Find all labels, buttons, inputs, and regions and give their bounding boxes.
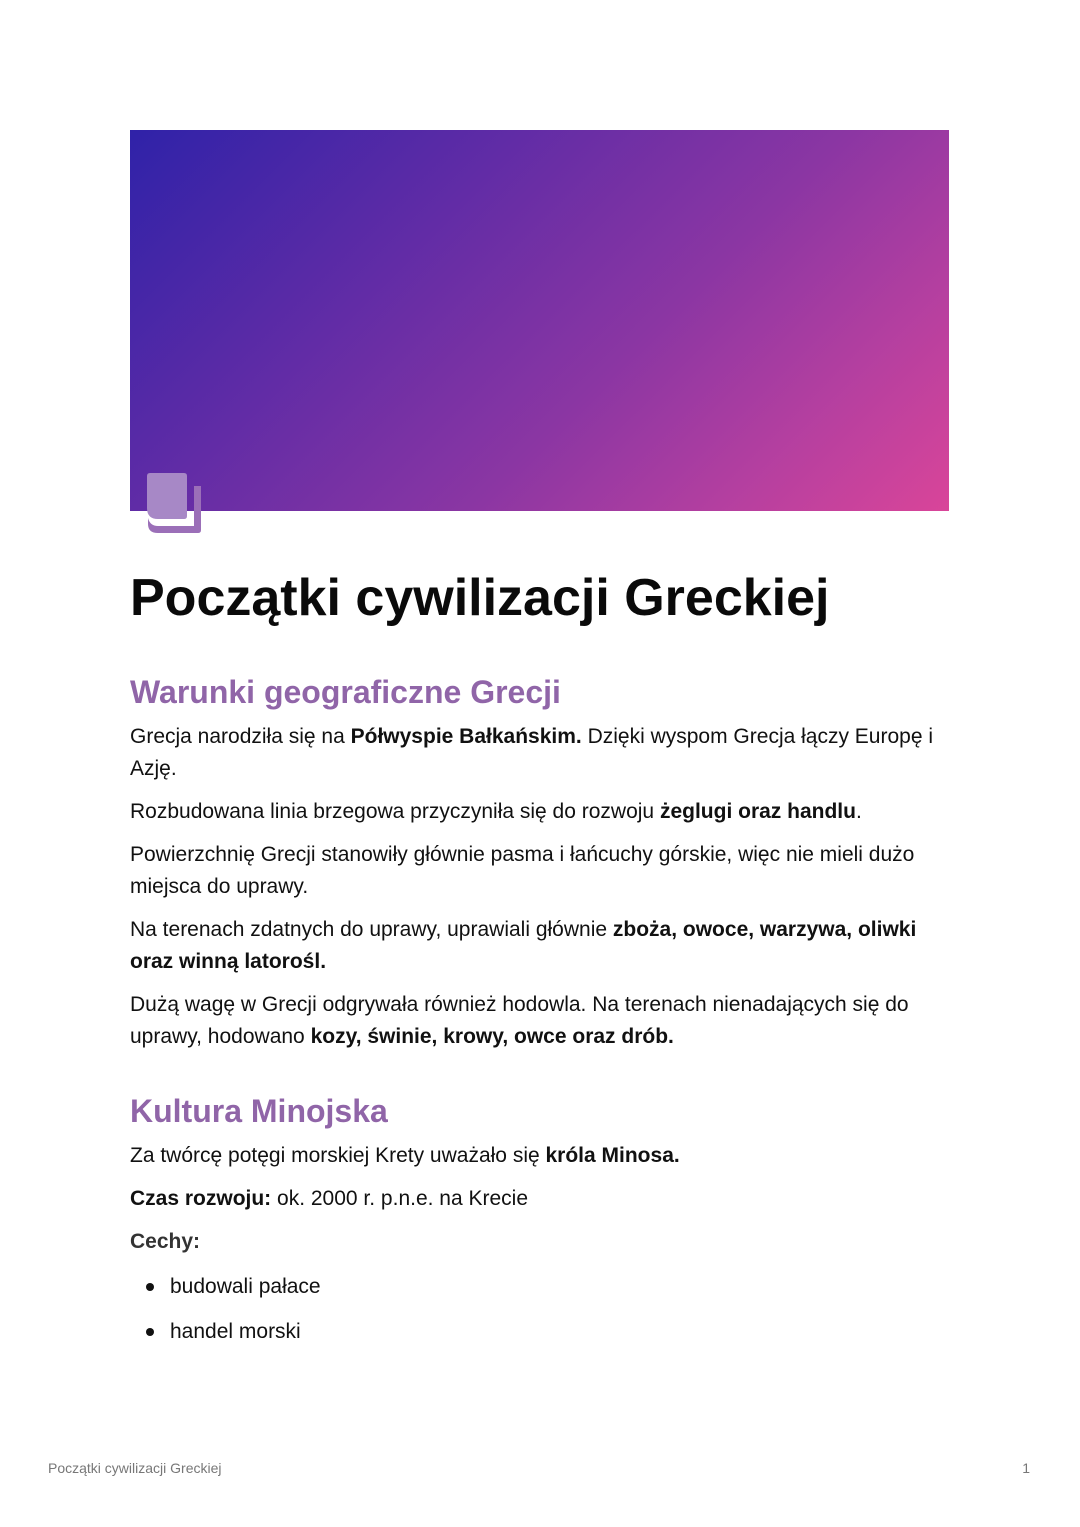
paragraph: [130, 721, 950, 785]
text-run: .: [855, 800, 862, 823]
paragraph: [130, 989, 950, 1053]
bold-text: króla Minosa.: [545, 1144, 680, 1167]
bullet-icon: [146, 1328, 154, 1336]
text-run: Dzięki wyspom Grecja łączy Europę i Azję.: [130, 725, 934, 780]
text-run: Powierzchnię Grecji stanowiły głównie pasma i łańcuchy górskie, więc nie mieli dużo miejsca do uprawy.: [130, 843, 915, 898]
paragraph: [130, 1140, 950, 1172]
text-run: Dużą wagę w Grecji odgrywała również hodowla. Na terenach nienadających się do uprawy, hodowano: [130, 993, 909, 1048]
text-run: Rozbudowana linia brzegowa przyczyniła się do rozwoju: [130, 800, 660, 823]
section-heading-minoan: Kultura Minojska: [130, 1093, 388, 1129]
list-item-text: handel morski: [170, 1320, 301, 1343]
paragraph: [130, 796, 950, 828]
bold-text: Czas rozwoju:: [130, 1187, 272, 1210]
list-item: [170, 1316, 950, 1348]
list-item: [170, 1271, 950, 1303]
bold-text: Półwyspie Bałkańskim.: [350, 725, 582, 748]
footer-page-number: 1: [1022, 1460, 1030, 1476]
paragraph: [130, 1183, 950, 1215]
document-body: [130, 562, 950, 1361]
features-list: [130, 1271, 950, 1348]
list-item-text: budowali pałace: [170, 1275, 321, 1298]
bold-text: kozy, świnie, krowy, owce oraz drób.: [310, 1025, 674, 1048]
footer-title: Początki cywilizacji Greckiej: [48, 1460, 222, 1476]
text-run: Na terenach zdatnych do uprawy, uprawiali głównie: [130, 918, 613, 941]
bold-text: zboża, owoce, warzywa, oliwki oraz winną latorośl.: [130, 918, 917, 973]
text-run: Za twórcę potęgi morskiej Krety uważało się: [130, 1144, 546, 1167]
notebook-page-icon: [146, 472, 202, 534]
paragraph: [130, 914, 950, 978]
page-title: Początki cywilizacji Greckiej: [130, 569, 830, 627]
text-run: Grecja narodziła się na: [130, 725, 351, 748]
text-run: ok. 2000 r. p.n.e. na Krecie: [271, 1187, 529, 1210]
features-label: Cechy:: [130, 1230, 201, 1253]
cover-image: [130, 130, 949, 511]
bold-text: żeglugi oraz handlu: [659, 800, 856, 823]
bullet-icon: [146, 1283, 154, 1291]
section-heading-geography: Warunki geograficzne Grecji: [130, 674, 561, 710]
paragraph: [130, 839, 950, 903]
